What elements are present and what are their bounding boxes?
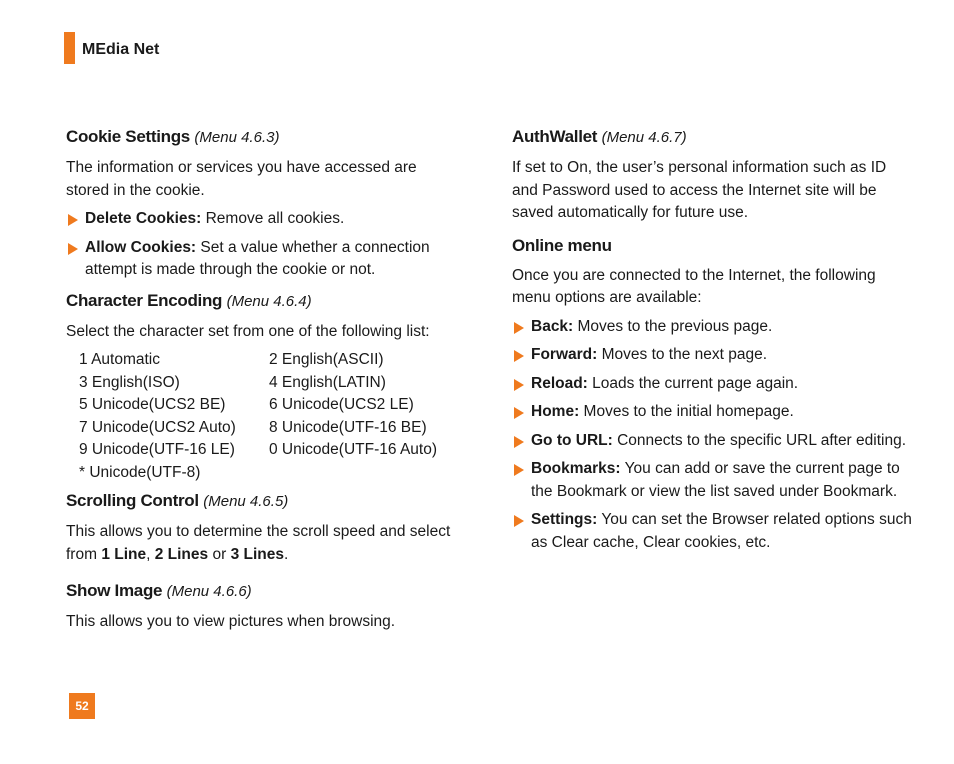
heading-text: Scrolling Control — [66, 491, 199, 510]
bullet-text: Moves to the initial homepage. — [579, 403, 794, 420]
list-item — [512, 458, 912, 503]
list-item — [66, 237, 458, 282]
heading-text: Character Encoding — [66, 290, 223, 310]
online-menu-intro: Once you are connected to the Internet, the following menu options are available: — [512, 266, 876, 306]
authwallet-heading — [512, 124, 912, 151]
bullet-arrow-icon — [514, 350, 524, 362]
heading-text: AuthWallet — [512, 127, 598, 146]
show-image-heading — [66, 578, 458, 605]
list-item — [512, 509, 912, 554]
bullet-text: Set a value whether a connection attempt is made through the cookie or not. — [85, 238, 430, 278]
bullet-text: Loads the current page again. — [587, 374, 799, 392]
left-column — [66, 124, 458, 640]
bullet-label: Bookmarks: — [531, 460, 621, 477]
heading-text: Cookie Settings — [66, 127, 190, 146]
charset-option: 4 English(LATIN) — [269, 373, 386, 391]
online-menu-heading: Online menu — [512, 235, 612, 255]
bullet-label: Home: — [531, 403, 580, 420]
bullet-label: Forward: — [531, 346, 598, 363]
option: 3 Lines — [230, 545, 284, 563]
menu-ref: (Menu 4.6.3) — [194, 129, 280, 146]
charset-option: 1 Automatic — [79, 351, 160, 368]
bullet-text: You can set the Browser related options such as Clear cache, Clear cookies, etc. — [531, 511, 912, 551]
bullet-arrow-icon — [68, 214, 78, 226]
separator: , — [146, 545, 155, 563]
bullet-label: Delete Cookies: — [85, 210, 202, 227]
heading-text: Show Image — [66, 581, 163, 600]
text: . — [283, 545, 289, 563]
option: 1 Line — [101, 545, 147, 563]
bullet-text: Connects to the specific URL after editing. — [612, 431, 907, 449]
bullet-label: Reload: — [531, 374, 588, 392]
menu-ref: (Menu 4.6.5) — [203, 493, 289, 510]
charset-option: 8 Unicode(UTF-16 BE) — [269, 418, 427, 436]
charset-option: 2 English(ASCII) — [269, 351, 384, 368]
page-number: 52 — [69, 693, 95, 719]
character-encoding-heading — [66, 288, 458, 315]
bullet-text: Remove all cookies. — [201, 210, 345, 227]
right-column — [512, 124, 912, 560]
show-image-text: This allows you to view pictures when browsing. — [66, 613, 396, 630]
cookie-intro: The information or services you have accessed are stored in the cookie. — [66, 159, 417, 199]
bullet-arrow-icon — [514, 436, 524, 448]
text: This allows you to determine the scroll speed and select from — [66, 523, 451, 563]
bullet-arrow-icon — [514, 407, 524, 419]
bullet-arrow-icon — [514, 464, 524, 476]
list-item — [512, 344, 912, 367]
list-item — [66, 208, 458, 231]
charset-option: 7 Unicode(UCS2 Auto) — [79, 418, 236, 436]
encoding-intro: Select the character set from one of the following list: — [66, 322, 430, 340]
bullet-text: Moves to the next page. — [597, 346, 768, 363]
bullet-text: Moves to the previous page. — [573, 317, 773, 335]
list-item — [512, 316, 912, 339]
list-item — [512, 373, 912, 396]
scrolling-text — [66, 521, 458, 566]
charset-option: * Unicode(UTF-8) — [79, 463, 201, 481]
charset-option: 5 Unicode(UCS2 BE) — [79, 396, 226, 413]
section-title: MEdia Net — [82, 41, 160, 58]
menu-ref: (Menu 4.6.6) — [166, 583, 252, 600]
list-item — [512, 401, 912, 424]
bullet-text: You can add or save the current page to the Bookmark or view the list saved under Bookmark. — [531, 460, 900, 500]
bullet-label: Allow Cookies: — [85, 238, 197, 256]
charset-option: 9 Unicode(UTF-16 LE) — [79, 441, 235, 458]
separator: or — [208, 545, 231, 563]
charset-option: 0 Unicode(UTF-16 Auto) — [269, 441, 437, 458]
option: 2 Lines — [154, 545, 209, 563]
authwallet-text: If set to On, the user’s personal information such as ID and Password used to access the Internet site will be saved automatically for future use. — [512, 159, 887, 221]
bullet-arrow-icon — [514, 515, 524, 527]
bullet-arrow-icon — [514, 379, 524, 391]
scrolling-control-heading — [66, 488, 458, 515]
charset-list — [66, 349, 458, 484]
charset-option: 3 English(ISO) — [79, 373, 180, 391]
charset-option: 6 Unicode(UCS2 LE) — [269, 396, 414, 413]
menu-ref: (Menu 4.6.7) — [601, 129, 687, 146]
bullet-label: Back: — [531, 317, 574, 335]
bullet-arrow-icon — [68, 243, 78, 255]
section-accent-bar — [64, 32, 75, 64]
bullet-label: Go to URL: — [531, 431, 613, 449]
bullet-arrow-icon — [514, 322, 524, 334]
menu-ref: (Menu 4.6.4) — [226, 292, 312, 310]
list-item — [512, 430, 912, 453]
cookie-settings-heading — [66, 124, 458, 151]
bullet-label: Settings: — [531, 511, 598, 528]
